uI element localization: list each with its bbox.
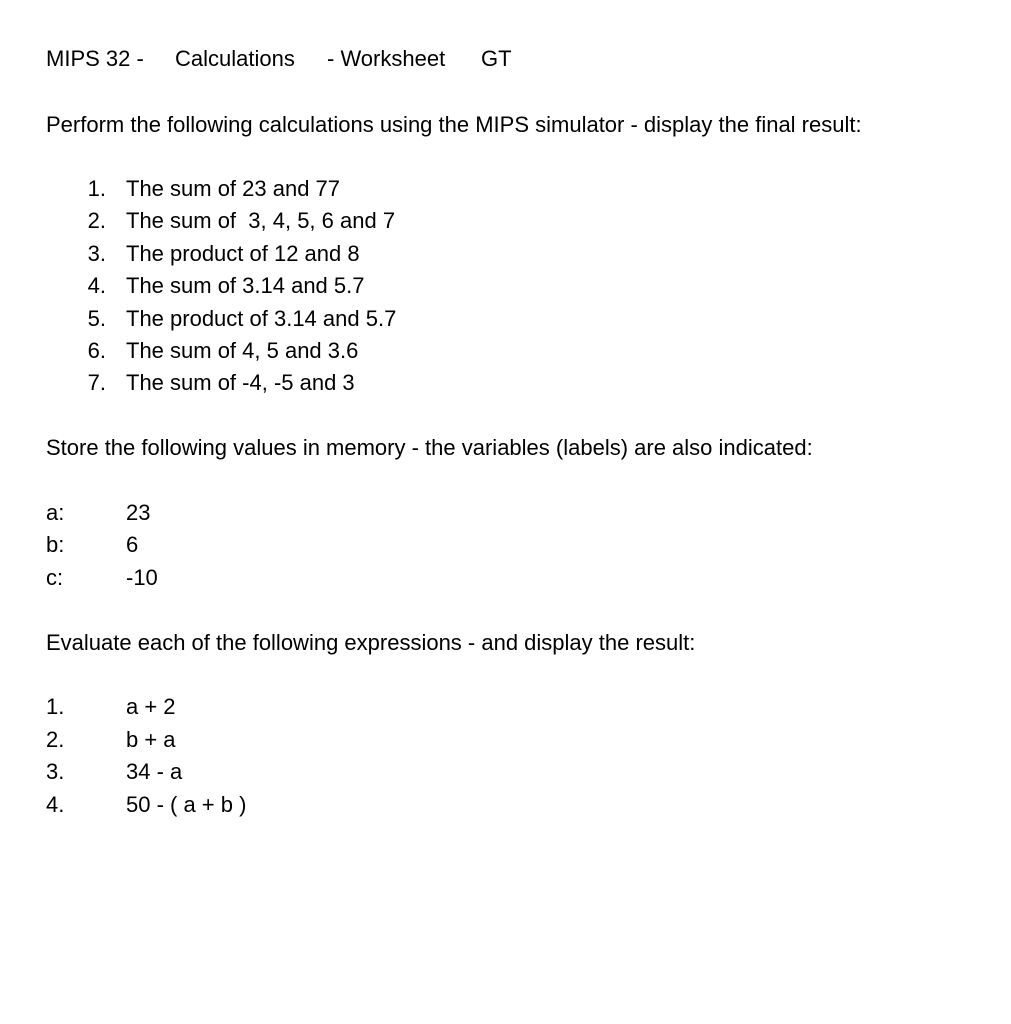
list-item-expression: 50 - ( a + b ) bbox=[126, 792, 247, 817]
title-subject: Calculations bbox=[175, 46, 295, 71]
list-item-number: 6. bbox=[87, 338, 106, 363]
list-item-number: 4. bbox=[87, 273, 106, 298]
list-item-expression: a + 2 bbox=[126, 694, 176, 719]
list-item-number: 7. bbox=[87, 370, 106, 395]
list-item-text: The sum of 3, 4, 5, 6 and 7 bbox=[126, 208, 396, 233]
list-item-text: The sum of -4, -5 and 3 bbox=[126, 370, 355, 395]
variable-value: 6 bbox=[126, 532, 139, 557]
list-item-number: 5. bbox=[87, 306, 106, 331]
list-item-text: The sum of 4, 5 and 3.6 bbox=[126, 338, 359, 363]
list-item-number: 2. bbox=[87, 208, 106, 233]
variable-label: b: bbox=[46, 532, 65, 557]
variable-value: -10 bbox=[126, 565, 158, 590]
list-item-number: 3. bbox=[87, 241, 106, 266]
variable-value: 23 bbox=[126, 500, 151, 525]
list-item-text: The sum of 23 and 77 bbox=[126, 176, 341, 201]
list-item-number: 4. bbox=[46, 792, 65, 817]
list-item-expression: 34 - a bbox=[126, 759, 183, 784]
section3-instruction: Evaluate each of the following expressions - and display the result: bbox=[46, 630, 696, 655]
list-item-text: The sum of 3.14 and 5.7 bbox=[126, 273, 365, 298]
variable-label: c: bbox=[46, 565, 64, 590]
list-item-number: 1. bbox=[46, 694, 65, 719]
variable-label: a: bbox=[46, 500, 65, 525]
list-item-text: The product of 12 and 8 bbox=[126, 241, 360, 266]
title-suffix: - Worksheet bbox=[327, 46, 446, 71]
list-item-expression: b + a bbox=[126, 727, 176, 752]
list-item-number: 3. bbox=[46, 759, 65, 784]
title-prefix: MIPS 32 - bbox=[46, 46, 144, 71]
title-tag: GT bbox=[481, 46, 512, 71]
list-item-text: The product of 3.14 and 5.7 bbox=[126, 306, 397, 331]
section2-instruction: Store the following values in memory - the variables (labels) are also indicated: bbox=[46, 435, 813, 460]
section1-instruction: Perform the following calculations using the MIPS simulator - display the final result: bbox=[46, 112, 862, 137]
list-item-number: 1. bbox=[87, 176, 106, 201]
list-item-number: 2. bbox=[46, 727, 65, 752]
